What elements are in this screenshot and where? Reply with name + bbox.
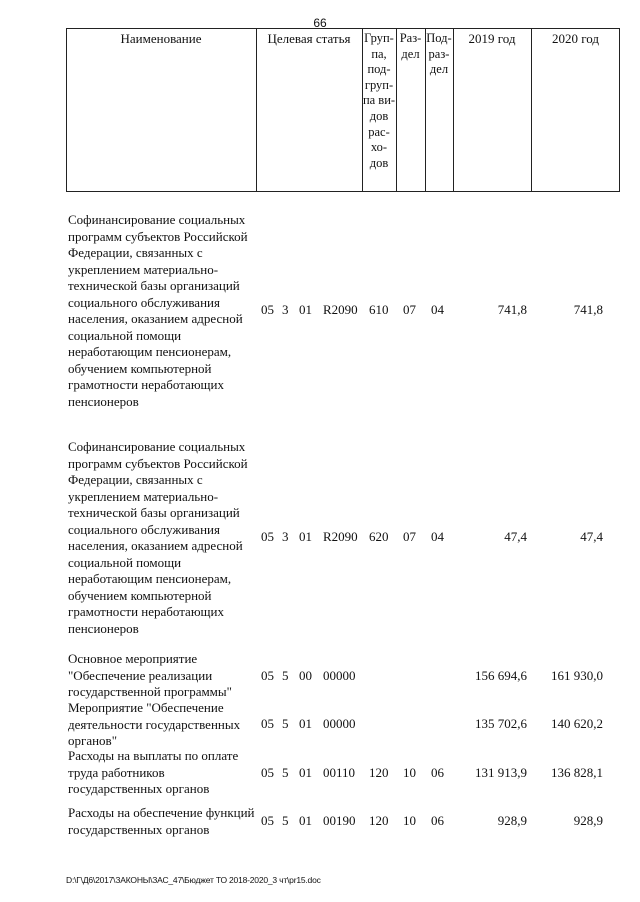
header-group xyxy=(362,31,396,171)
row-name-line: государственных органов xyxy=(68,781,210,796)
header-group-line: груп- xyxy=(364,77,394,92)
header-group-line: па, xyxy=(371,46,387,61)
target-code-part: 00000 xyxy=(323,716,356,731)
column-divider xyxy=(453,28,454,192)
row-name-line: Софинансирование социальных xyxy=(68,212,246,227)
header-group-line: Груп- xyxy=(364,31,394,45)
target-code-part: 00 xyxy=(299,668,312,683)
target-code-part: 05 xyxy=(261,302,274,317)
row-name-line: Расходы на обеспечение функций xyxy=(68,805,255,820)
header-section xyxy=(396,31,425,62)
row-name-line: программ субъектов Российской xyxy=(68,228,248,244)
header-group-line: под- xyxy=(367,62,391,77)
target-code-part: 00000 xyxy=(323,668,356,683)
target-code-part: 00110 xyxy=(323,765,356,780)
row-name-line: Софинансирование социальных xyxy=(68,439,246,454)
target-code-part: 01 xyxy=(299,529,312,544)
row-name xyxy=(68,748,258,798)
subsection-code: 04 xyxy=(431,302,444,317)
value-2019: 47,4 xyxy=(504,529,527,544)
group-code: 620 xyxy=(369,529,389,544)
target-code-part: R2090 xyxy=(323,529,358,544)
target-code-part: 01 xyxy=(299,302,312,317)
target-code-part: 05 xyxy=(261,668,274,683)
group-code: 120 xyxy=(369,765,389,780)
row-name-line: социальной помощи xyxy=(68,554,182,570)
row-name-line: населения, оказанием адресной xyxy=(68,311,243,326)
row-name-line: неработающим пенсионерам, xyxy=(68,344,232,359)
row-name-line: пенсионеров xyxy=(68,620,139,636)
target-code-part: 3 xyxy=(282,302,289,317)
value-2019: 741,8 xyxy=(497,302,527,317)
row-name-line: укреплением материально- xyxy=(68,261,219,277)
row-name-line: Расходы на выплаты по оплате xyxy=(68,748,239,763)
value-2019: 135 702,6 xyxy=(475,716,527,731)
target-code-part: 05 xyxy=(261,529,274,544)
value-2020: 136 828,1 xyxy=(551,765,603,780)
section-code: 10 xyxy=(403,813,416,828)
column-divider xyxy=(531,28,532,192)
header-group-line: па ви- xyxy=(362,93,396,108)
row-name-line: обучением компьютерной xyxy=(68,587,212,603)
target-code-part: 5 xyxy=(282,668,289,683)
subsection-code: 06 xyxy=(431,765,444,780)
row-name-line: деятельности государственных xyxy=(68,716,241,732)
row-name-line: Мероприятие "Обеспечение xyxy=(68,700,224,715)
value-2020: 161 930,0 xyxy=(551,668,603,683)
value-2019: 131 913,9 xyxy=(475,765,527,780)
header-group-line: дов xyxy=(369,108,389,123)
target-code-part: 5 xyxy=(282,716,289,731)
subsection-code: 04 xyxy=(431,529,444,544)
header-2020: 2020 год xyxy=(552,31,599,46)
footer-file-path: D:\Г\Д6\2017\ЗАКОНЫ\ЗАС_47\Бюджет ТО 2018-2020_3 чт\pr15.doc xyxy=(66,875,321,885)
target-code-part: R2090 xyxy=(323,302,358,317)
header-group-line: рас- xyxy=(368,124,390,139)
row-name-line: технической базы организаций xyxy=(68,278,240,293)
row-name-line: населения, оказанием адресной xyxy=(68,538,243,553)
row-name-line: "Обеспечение реализации xyxy=(68,667,213,683)
value-2019: 156 694,6 xyxy=(475,668,527,683)
target-code-part: 00190 xyxy=(323,813,356,828)
row-name-line: труда работников xyxy=(68,764,165,780)
row-name xyxy=(68,700,258,750)
header-subsection-line: дел xyxy=(429,62,449,77)
row-name-line: Основное мероприятие xyxy=(68,651,198,666)
table-header xyxy=(66,28,620,192)
row-name xyxy=(68,805,262,838)
value-2020: 47,4 xyxy=(580,529,603,544)
row-name-line: социальной помощи xyxy=(68,327,182,343)
row-name xyxy=(68,212,258,410)
header-target: Целевая статья xyxy=(267,31,351,46)
target-code-part: 01 xyxy=(299,813,312,828)
target-code-part: 3 xyxy=(282,529,289,544)
header-section-line: дел xyxy=(401,46,420,61)
header-subsection-line: Под- xyxy=(426,31,452,45)
row-name-line: грамотности неработающих xyxy=(68,377,225,392)
target-code-part: 05 xyxy=(261,765,274,780)
row-name-line: технической базы организаций xyxy=(68,505,240,520)
row-name-line: грамотности неработающих xyxy=(68,604,225,619)
row-name-line: государственных органов xyxy=(68,821,210,837)
row-name-line: Федерации, связанных с xyxy=(68,245,203,260)
section-code: 07 xyxy=(403,302,416,317)
row-name-line: социального обслуживания xyxy=(68,521,220,537)
header-subsection-line: раз- xyxy=(428,46,450,61)
header-2019: 2019 год xyxy=(468,31,516,46)
target-code-part: 05 xyxy=(261,716,274,731)
row-name-line: Федерации, связанных с xyxy=(68,472,203,487)
group-code: 610 xyxy=(369,302,389,317)
section-code: 10 xyxy=(403,765,416,780)
value-2020: 928,9 xyxy=(573,813,603,828)
row-name-line: программ субъектов Российской xyxy=(68,455,248,471)
row-name xyxy=(68,651,258,701)
target-code-part: 5 xyxy=(282,813,289,828)
value-2019: 928,9 xyxy=(497,813,527,828)
header-name: Наименование xyxy=(120,31,202,46)
value-2020: 741,8 xyxy=(573,302,603,317)
section-code: 07 xyxy=(403,529,416,544)
value-2020: 140 620,2 xyxy=(551,716,603,731)
header-subsection xyxy=(425,31,453,78)
target-code-part: 01 xyxy=(299,765,312,780)
row-name-line: укреплением материально- xyxy=(68,488,219,504)
row-name xyxy=(68,439,258,637)
row-name-line: пенсионеров xyxy=(68,393,139,409)
row-name-line: социального обслуживания xyxy=(68,294,220,310)
subsection-code: 06 xyxy=(431,813,444,828)
target-code-part: 05 xyxy=(261,813,274,828)
column-divider xyxy=(256,28,257,192)
group-code: 120 xyxy=(369,813,389,828)
target-code-part: 01 xyxy=(299,716,312,731)
row-name-line: государственной программы" xyxy=(68,684,232,699)
page-number: 66 xyxy=(313,16,327,30)
row-name-line: органов" xyxy=(68,733,118,748)
row-name-line: неработающим пенсионерам, xyxy=(68,571,232,586)
header-group-line: дов xyxy=(369,155,389,170)
row-name-line: обучением компьютерной xyxy=(68,360,212,376)
header-group-line: хо- xyxy=(370,140,388,155)
target-code-part: 5 xyxy=(282,765,289,780)
header-section-line: Раз- xyxy=(399,31,422,45)
